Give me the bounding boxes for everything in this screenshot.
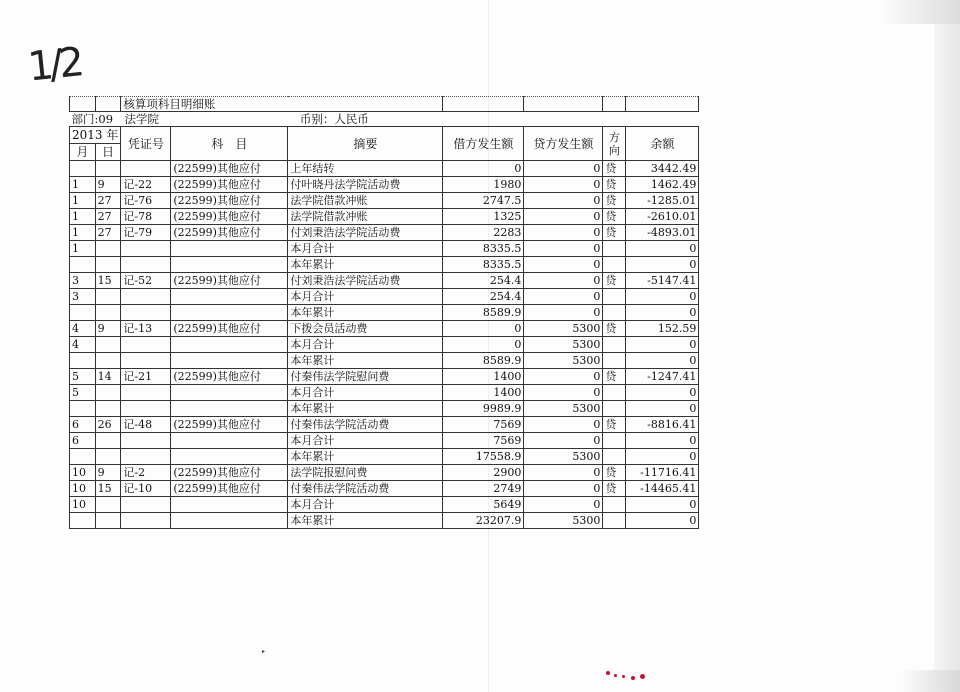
- debit-cell: 0: [443, 321, 524, 337]
- stray-mark: ▸: [262, 648, 266, 655]
- summary-cell: 本年累计: [288, 257, 443, 273]
- table-row: [70, 369, 699, 385]
- account-cell: [171, 241, 288, 257]
- credit-cell: 5300: [524, 321, 603, 337]
- credit-header: 贷方发生额: [524, 127, 603, 161]
- month-cell: [70, 305, 96, 321]
- debit-cell: 23207.9: [443, 513, 524, 529]
- voucher-cell: 记-78: [121, 209, 171, 225]
- day-cell: 9: [95, 321, 121, 337]
- day-cell: [95, 257, 121, 273]
- credit-cell: 0: [524, 369, 603, 385]
- month-cell: 1: [70, 241, 96, 257]
- voucher-cell: 记-52: [121, 273, 171, 289]
- direction-header: 方向: [603, 127, 626, 161]
- day-cell: 27: [95, 193, 121, 209]
- credit-cell: 5300: [524, 337, 603, 353]
- direction-cell: 贷: [603, 193, 626, 209]
- summary-cell: 本月合计: [288, 289, 443, 305]
- credit-cell: 0: [524, 241, 603, 257]
- ledger-body: [70, 161, 699, 529]
- voucher-cell: 记-48: [121, 417, 171, 433]
- table-row: [70, 321, 699, 337]
- balance-cell: 0: [626, 289, 699, 305]
- balance-cell: 3442.49: [626, 161, 699, 177]
- account-cell: [171, 401, 288, 417]
- voucher-cell: [121, 385, 171, 401]
- summary-cell: 付秦伟法学院慰问费: [288, 369, 443, 385]
- voucher-cell: 记-21: [121, 369, 171, 385]
- day-header: 日: [95, 144, 121, 161]
- month-cell: 5: [70, 385, 96, 401]
- voucher-cell: 记-10: [121, 481, 171, 497]
- summary-cell: 本年累计: [288, 449, 443, 465]
- day-cell: [95, 401, 121, 417]
- summary-cell: 法学院借款冲账: [288, 193, 443, 209]
- credit-cell: 0: [524, 481, 603, 497]
- debit-cell: 7569: [443, 433, 524, 449]
- summary-cell: 上年结转: [288, 161, 443, 177]
- account-cell: (22599)其他应付: [171, 417, 288, 433]
- balance-cell: -11716.41: [626, 465, 699, 481]
- summary-cell: 付刘秉浩法学院活动费: [288, 273, 443, 289]
- summary-cell: 本月合计: [288, 241, 443, 257]
- summary-cell: 本年累计: [288, 305, 443, 321]
- credit-cell: 0: [524, 305, 603, 321]
- summary-cell: 本年累计: [288, 401, 443, 417]
- table-row: [70, 177, 699, 193]
- balance-cell: 0: [626, 353, 699, 369]
- day-cell: [95, 337, 121, 353]
- red-ink-stain: [640, 674, 645, 679]
- voucher-cell: 记-79: [121, 225, 171, 241]
- day-cell: 9: [95, 177, 121, 193]
- debit-cell: 7569: [443, 417, 524, 433]
- credit-cell: 5300: [524, 353, 603, 369]
- day-cell: 15: [95, 481, 121, 497]
- table-row: [70, 273, 699, 289]
- table-row: [70, 433, 699, 449]
- balance-cell: 0: [626, 337, 699, 353]
- table-row: [70, 193, 699, 209]
- voucher-cell: [121, 433, 171, 449]
- account-cell: (22599)其他应付: [171, 225, 288, 241]
- table-row: [70, 257, 699, 273]
- month-cell: [70, 161, 96, 177]
- summary-cell: 法学院报慰问费: [288, 465, 443, 481]
- table-row: [70, 353, 699, 369]
- voucher-cell: 记-13: [121, 321, 171, 337]
- month-cell: 6: [70, 433, 96, 449]
- account-cell: [171, 289, 288, 305]
- direction-cell: [603, 401, 626, 417]
- credit-cell: 0: [524, 497, 603, 513]
- voucher-cell: 记-22: [121, 177, 171, 193]
- account-cell: (22599)其他应付: [171, 177, 288, 193]
- day-cell: [95, 305, 121, 321]
- month-cell: 1: [70, 177, 96, 193]
- balance-cell: -2610.01: [626, 209, 699, 225]
- summary-cell: 本年累计: [288, 513, 443, 529]
- day-cell: 14: [95, 369, 121, 385]
- account-cell: [171, 337, 288, 353]
- credit-cell: 5300: [524, 513, 603, 529]
- balance-cell: 0: [626, 433, 699, 449]
- direction-cell: [603, 433, 626, 449]
- debit-header: 借方发生额: [443, 127, 524, 161]
- account-cell: (22599)其他应付: [171, 481, 288, 497]
- account-cell: (22599)其他应付: [171, 465, 288, 481]
- summary-cell: 本月合计: [288, 497, 443, 513]
- month-cell: [70, 513, 96, 529]
- direction-cell: 贷: [603, 369, 626, 385]
- debit-cell: 8589.9: [443, 305, 524, 321]
- credit-cell: 5300: [524, 401, 603, 417]
- debit-cell: 9989.9: [443, 401, 524, 417]
- summary-cell: 下拨会员活动费: [288, 321, 443, 337]
- table-row: [70, 465, 699, 481]
- balance-cell: -8816.41: [626, 417, 699, 433]
- summary-cell: 本月合计: [288, 385, 443, 401]
- red-ink-stain: [614, 674, 617, 677]
- month-header: 月: [70, 144, 96, 161]
- ledger-title-row: [70, 97, 699, 112]
- voucher-cell: [121, 161, 171, 177]
- summary-cell: 付秦伟法学院活动费: [288, 417, 443, 433]
- account-cell: (22599)其他应付: [171, 369, 288, 385]
- debit-cell: 1400: [443, 385, 524, 401]
- balance-cell: -1247.41: [626, 369, 699, 385]
- credit-cell: 0: [524, 209, 603, 225]
- debit-cell: 5649: [443, 497, 524, 513]
- direction-cell: [603, 353, 626, 369]
- red-ink-stain: [606, 671, 610, 675]
- balance-cell: 152.59: [626, 321, 699, 337]
- credit-cell: 0: [524, 289, 603, 305]
- day-cell: [95, 433, 121, 449]
- account-cell: [171, 513, 288, 529]
- debit-cell: 2749: [443, 481, 524, 497]
- direction-cell: [603, 497, 626, 513]
- table-row: [70, 241, 699, 257]
- day-cell: 27: [95, 225, 121, 241]
- table-row: [70, 401, 699, 417]
- month-cell: [70, 449, 96, 465]
- month-cell: 1: [70, 193, 96, 209]
- balance-cell: 0: [626, 241, 699, 257]
- month-cell: [70, 401, 96, 417]
- header-row: [70, 127, 699, 144]
- month-cell: 1: [70, 209, 96, 225]
- direction-cell: [603, 513, 626, 529]
- account-cell: (22599)其他应付: [171, 321, 288, 337]
- balance-cell: 0: [626, 401, 699, 417]
- paper-edge-shadow: [934, 0, 960, 692]
- credit-cell: 5300: [524, 449, 603, 465]
- month-cell: 3: [70, 273, 96, 289]
- table-row: [70, 449, 699, 465]
- account-header: 科 目: [171, 127, 288, 161]
- balance-cell: 0: [626, 513, 699, 529]
- credit-cell: 0: [524, 417, 603, 433]
- account-cell: [171, 449, 288, 465]
- account-cell: (22599)其他应付: [171, 273, 288, 289]
- balance-cell: -5147.41: [626, 273, 699, 289]
- debit-cell: 8335.5: [443, 257, 524, 273]
- debit-cell: 2747.5: [443, 193, 524, 209]
- table-row: [70, 209, 699, 225]
- summary-cell: 本月合计: [288, 433, 443, 449]
- debit-cell: 1400: [443, 369, 524, 385]
- month-cell: 1: [70, 225, 96, 241]
- credit-cell: 0: [524, 465, 603, 481]
- ledger-table: [69, 96, 699, 529]
- table-row: [70, 497, 699, 513]
- direction-cell: [603, 289, 626, 305]
- day-cell: [95, 497, 121, 513]
- balance-cell: 0: [626, 385, 699, 401]
- voucher-cell: [121, 449, 171, 465]
- day-cell: [95, 241, 121, 257]
- debit-cell: 8589.9: [443, 353, 524, 369]
- month-cell: 5: [70, 369, 96, 385]
- day-cell: [95, 513, 121, 529]
- direction-cell: [603, 305, 626, 321]
- month-cell: 10: [70, 497, 96, 513]
- account-cell: [171, 353, 288, 369]
- credit-cell: 0: [524, 385, 603, 401]
- voucher-header: 凭证号: [121, 127, 171, 161]
- balance-cell: 0: [626, 305, 699, 321]
- paper-corner-shadow: [880, 0, 960, 24]
- voucher-cell: [121, 257, 171, 273]
- month-cell: 4: [70, 321, 96, 337]
- voucher-cell: [121, 401, 171, 417]
- summary-cell: 付刘秉浩法学院活动费: [288, 225, 443, 241]
- balance-cell: -14465.41: [626, 481, 699, 497]
- table-row: [70, 225, 699, 241]
- summary-header: 摘要: [288, 127, 443, 161]
- month-cell: 6: [70, 417, 96, 433]
- direction-cell: 贷: [603, 209, 626, 225]
- ledger-info-row: [70, 112, 699, 127]
- balance-cell: -4893.01: [626, 225, 699, 241]
- table-row: [70, 481, 699, 497]
- debit-cell: 254.4: [443, 273, 524, 289]
- credit-cell: 0: [524, 257, 603, 273]
- day-cell: [95, 449, 121, 465]
- table-row: [70, 385, 699, 401]
- voucher-cell: [121, 513, 171, 529]
- table-row: [70, 289, 699, 305]
- day-cell: 9: [95, 465, 121, 481]
- month-cell: 10: [70, 465, 96, 481]
- day-cell: 26: [95, 417, 121, 433]
- debit-cell: 8335.5: [443, 241, 524, 257]
- debit-cell: 17558.9: [443, 449, 524, 465]
- credit-cell: 0: [524, 161, 603, 177]
- currency-label: 币别：人民币: [288, 112, 699, 127]
- red-ink-stain: [622, 675, 625, 678]
- balance-cell: 0: [626, 497, 699, 513]
- paper-corner-shadow: [900, 670, 960, 692]
- voucher-cell: 记-2: [121, 465, 171, 481]
- direction-cell: 贷: [603, 177, 626, 193]
- table-row: [70, 513, 699, 529]
- balance-cell: 0: [626, 449, 699, 465]
- direction-cell: 贷: [603, 481, 626, 497]
- credit-cell: 0: [524, 433, 603, 449]
- day-cell: [95, 161, 121, 177]
- balance-header: 余额: [626, 127, 699, 161]
- day-cell: 27: [95, 209, 121, 225]
- account-cell: [171, 385, 288, 401]
- debit-cell: 1325: [443, 209, 524, 225]
- direction-cell: 贷: [603, 161, 626, 177]
- debit-cell: 2283: [443, 225, 524, 241]
- table-row: [70, 417, 699, 433]
- account-cell: (22599)其他应付: [171, 161, 288, 177]
- balance-cell: -1285.01: [626, 193, 699, 209]
- credit-cell: 0: [524, 225, 603, 241]
- voucher-cell: [121, 241, 171, 257]
- direction-cell: 贷: [603, 225, 626, 241]
- credit-cell: 0: [524, 177, 603, 193]
- debit-cell: 0: [443, 337, 524, 353]
- month-cell: [70, 257, 96, 273]
- red-ink-stain: [631, 676, 635, 680]
- summary-cell: 本年累计: [288, 353, 443, 369]
- day-cell: [95, 289, 121, 305]
- summary-cell: 付秦伟法学院活动费: [288, 481, 443, 497]
- direction-cell: 贷: [603, 465, 626, 481]
- account-cell: (22599)其他应付: [171, 193, 288, 209]
- summary-cell: 本月合计: [288, 337, 443, 353]
- month-cell: 4: [70, 337, 96, 353]
- direction-cell: [603, 257, 626, 273]
- debit-cell: 0: [443, 161, 524, 177]
- voucher-cell: [121, 497, 171, 513]
- account-cell: [171, 433, 288, 449]
- handwritten-mark: 1/2: [25, 39, 83, 91]
- direction-cell: 贷: [603, 417, 626, 433]
- debit-cell: 2900: [443, 465, 524, 481]
- day-cell: [95, 353, 121, 369]
- direction-cell: [603, 385, 626, 401]
- account-cell: [171, 257, 288, 273]
- summary-cell: 法学院借款冲账: [288, 209, 443, 225]
- direction-cell: [603, 337, 626, 353]
- table-row: [70, 337, 699, 353]
- direction-cell: 贷: [603, 273, 626, 289]
- voucher-cell: [121, 289, 171, 305]
- direction-cell: [603, 241, 626, 257]
- account-cell: (22599)其他应付: [171, 209, 288, 225]
- day-cell: 15: [95, 273, 121, 289]
- direction-cell: 贷: [603, 321, 626, 337]
- ledger-title: 核算项科目明细账: [121, 97, 443, 112]
- month-cell: 10: [70, 481, 96, 497]
- debit-cell: 1980: [443, 177, 524, 193]
- voucher-cell: [121, 337, 171, 353]
- balance-cell: 0: [626, 257, 699, 273]
- account-cell: [171, 497, 288, 513]
- month-cell: 3: [70, 289, 96, 305]
- department-label: 部门:09 法学院: [70, 112, 288, 127]
- balance-cell: 1462.49: [626, 177, 699, 193]
- direction-cell: [603, 449, 626, 465]
- credit-cell: 0: [524, 193, 603, 209]
- account-cell: [171, 305, 288, 321]
- month-cell: [70, 353, 96, 369]
- table-row: [70, 305, 699, 321]
- table-row: [70, 161, 699, 177]
- summary-cell: 付叶晓丹法学院活动费: [288, 177, 443, 193]
- voucher-cell: [121, 353, 171, 369]
- voucher-cell: [121, 305, 171, 321]
- day-cell: [95, 385, 121, 401]
- debit-cell: 254.4: [443, 289, 524, 305]
- voucher-cell: 记-76: [121, 193, 171, 209]
- credit-cell: 0: [524, 273, 603, 289]
- year-header: 2013 年: [70, 127, 121, 144]
